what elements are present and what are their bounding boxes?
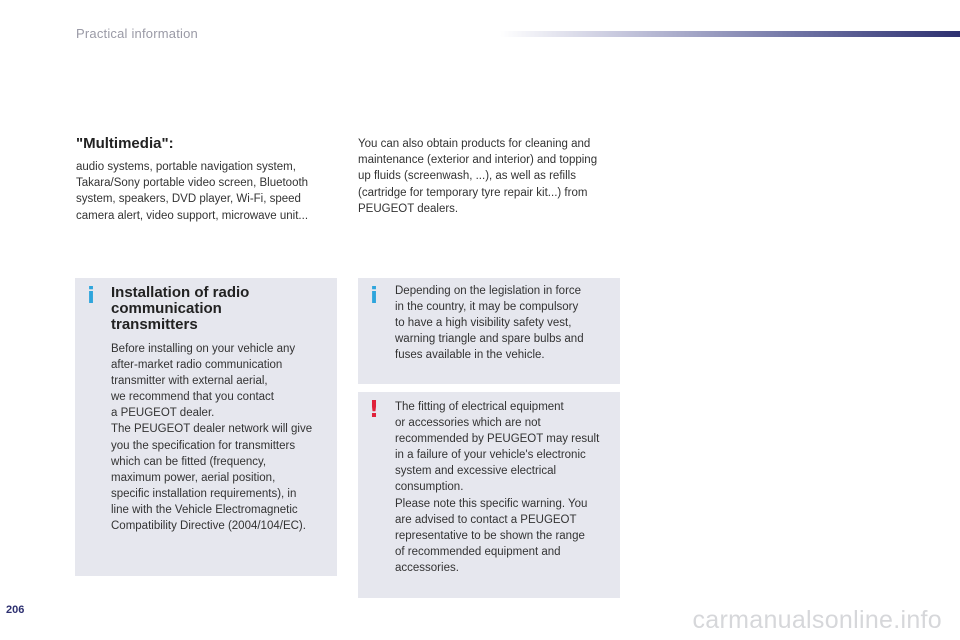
text-line: You can also obtain products for cleaning and bbox=[358, 138, 591, 150]
text-line: recommended by PEUGEOT may result bbox=[395, 433, 600, 446]
text-line: fuses available in the vehicle. bbox=[395, 349, 545, 362]
heading-line: communication bbox=[111, 300, 222, 317]
text-line: are advised to contact a PEUGEOT bbox=[395, 513, 577, 526]
text-line: The PEUGEOT dealer network will give bbox=[111, 423, 313, 436]
text-line: which can be fitted (frequency, bbox=[111, 455, 267, 468]
legislation-text bbox=[395, 283, 617, 363]
text-line: up fluids (screenwash, ...), as well as refills bbox=[358, 170, 576, 183]
heading-line: Installation of radio bbox=[111, 284, 250, 301]
text-line: representative to be shown the range bbox=[395, 529, 585, 542]
heading-line: transmitters bbox=[111, 316, 198, 333]
text-line: audio systems, portable navigation system, bbox=[76, 161, 296, 173]
text-line: system and excessive electrical bbox=[395, 465, 557, 478]
text-line: The fitting of electrical equipment bbox=[395, 401, 564, 413]
text-line: PEUGEOT dealers. bbox=[358, 202, 459, 215]
text-line: Compatibility Directive (2004/104/EC). bbox=[111, 520, 306, 533]
installation-text bbox=[111, 341, 333, 534]
text-line: in the country, it may be compulsory bbox=[395, 301, 579, 314]
multimedia-heading: "Multimedia": bbox=[76, 135, 174, 152]
text-line: transmitter with external aerial, bbox=[111, 375, 268, 388]
section-title: Practical information bbox=[76, 26, 198, 41]
text-line: warning triangle and spare bulbs and bbox=[395, 333, 584, 346]
page-number: 206 bbox=[6, 604, 25, 616]
text-line: maximum power, aerial position, bbox=[111, 471, 276, 484]
text-line: or accessories which are not bbox=[395, 417, 541, 430]
warning-icon: ! bbox=[368, 397, 380, 423]
text-line: Takara/Sony portable video screen, Bluetooth bbox=[76, 177, 309, 190]
info-icon: i bbox=[370, 284, 378, 309]
text-line: Depending on the legislation in force bbox=[395, 285, 582, 297]
text-line: camera alert, video support, microwave unit... bbox=[76, 209, 309, 222]
text-line: a PEUGEOT dealer. bbox=[111, 407, 215, 420]
text-line: in a failure of your vehicle's electronic bbox=[395, 449, 586, 462]
legislation-info-box bbox=[358, 278, 620, 384]
text-line: after-market radio communication bbox=[111, 359, 283, 372]
text-line: accessories. bbox=[395, 561, 459, 574]
text-line: Please note this specific warning. You bbox=[395, 497, 588, 510]
text-line: consumption. bbox=[395, 481, 464, 494]
text-line: to have a high visibility safety vest, bbox=[395, 317, 572, 330]
text-line: (cartridge for temporary tyre repair kit...) from bbox=[358, 186, 588, 199]
text-line: system, speakers, DVD player, Wi-Fi, speed bbox=[76, 193, 301, 206]
text-line: maintenance (exterior and interior) and topping bbox=[358, 154, 598, 167]
cleaning-products-text bbox=[358, 136, 620, 217]
text-line: we recommend that you contact bbox=[111, 391, 274, 404]
text-line: line with the Vehicle Electromagnetic bbox=[111, 503, 298, 516]
installation-heading bbox=[111, 285, 326, 333]
watermark: carmanualsonline.info bbox=[692, 606, 942, 634]
text-line: Before installing on your vehicle any bbox=[111, 343, 296, 355]
text-line: of recommended equipment and bbox=[395, 545, 561, 558]
text-line: specific installation requirements), in bbox=[111, 487, 297, 500]
info-icon: i bbox=[87, 284, 95, 309]
installation-info-box bbox=[75, 278, 337, 576]
warning-text bbox=[395, 399, 617, 576]
warning-box bbox=[358, 392, 620, 598]
multimedia-text bbox=[76, 159, 338, 224]
header-gradient-bar bbox=[500, 31, 960, 37]
text-line: you the specification for transmitters bbox=[111, 439, 296, 452]
